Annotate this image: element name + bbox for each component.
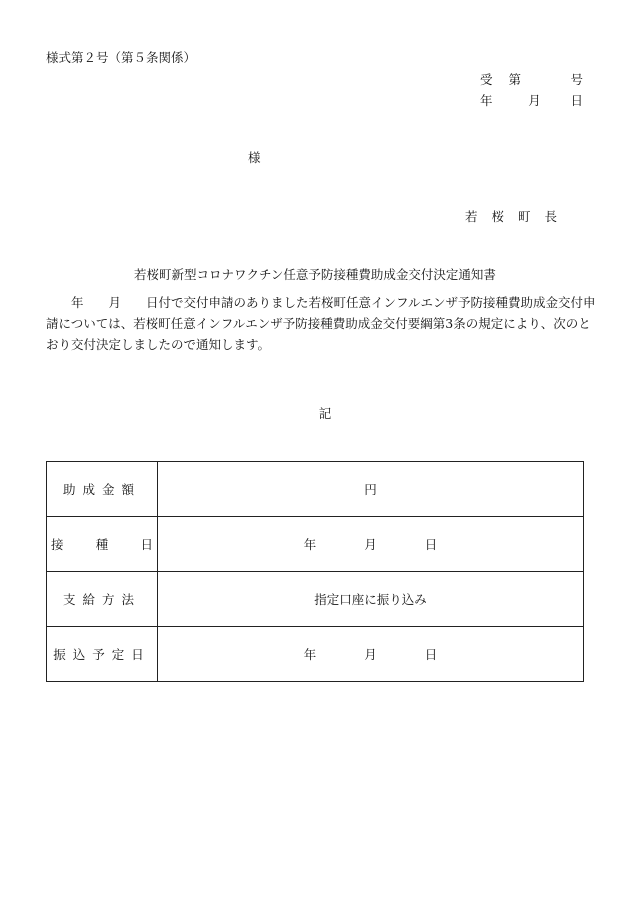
reception-number xyxy=(480,69,583,90)
date-month: 月 xyxy=(364,537,377,552)
table-row xyxy=(47,627,584,682)
addressee-suffix: 様 xyxy=(248,150,261,165)
ki-heading: 記 xyxy=(318,406,332,421)
issuer-char: 若 xyxy=(465,209,478,224)
issuer-char: 桜 xyxy=(491,209,505,224)
row-value: 円 xyxy=(158,462,584,517)
reception-number-suffix: 号 xyxy=(570,72,583,87)
row-value: 指定口座に振り込み xyxy=(158,572,584,627)
date-year: 年 xyxy=(303,537,317,552)
issuer-char: 長 xyxy=(544,209,558,224)
date-month: 月 xyxy=(528,93,541,108)
body-line: おり交付決定しましたので通知します。 xyxy=(46,337,271,352)
issuer-char: 町 xyxy=(518,209,531,224)
body-line: 年 月 日付で交付申請のありました若桜町任意インフルエンザ予防接種費助成金交付申 xyxy=(46,295,596,310)
form-number: 様式第２号（第５条関係） xyxy=(46,50,197,65)
reception-block xyxy=(480,69,583,111)
row-label: 助成金額 xyxy=(47,462,158,517)
row-value xyxy=(158,627,584,682)
date-year: 年 xyxy=(480,93,499,108)
body-line: 請については、若桜町任意インフルエンザ予防接種費助成金交付要綱第3条の規定により、次のと xyxy=(46,316,591,331)
reception-number-prefix: 受 第 xyxy=(480,72,527,87)
reception-date xyxy=(480,90,583,111)
row-value xyxy=(158,517,584,572)
row-label: 振込予定日 xyxy=(47,627,158,682)
table-row xyxy=(47,517,584,572)
row-label: 接種日 xyxy=(51,537,153,552)
date-day: 日 xyxy=(424,537,438,552)
table-row xyxy=(47,572,584,627)
body-text xyxy=(46,292,596,355)
date-month: 月 xyxy=(364,647,377,662)
date-day: 日 xyxy=(570,93,583,108)
issuer xyxy=(465,207,571,225)
row-label: 支給方法 xyxy=(47,572,158,627)
date-day: 日 xyxy=(424,647,438,662)
row-label-cell xyxy=(47,517,158,572)
document-title: 若桜町新型コロナワクチン任意予防接種費助成金交付決定通知書 xyxy=(134,267,496,282)
table-row xyxy=(47,462,584,517)
details-table xyxy=(46,461,584,682)
date-year: 年 xyxy=(303,647,317,662)
